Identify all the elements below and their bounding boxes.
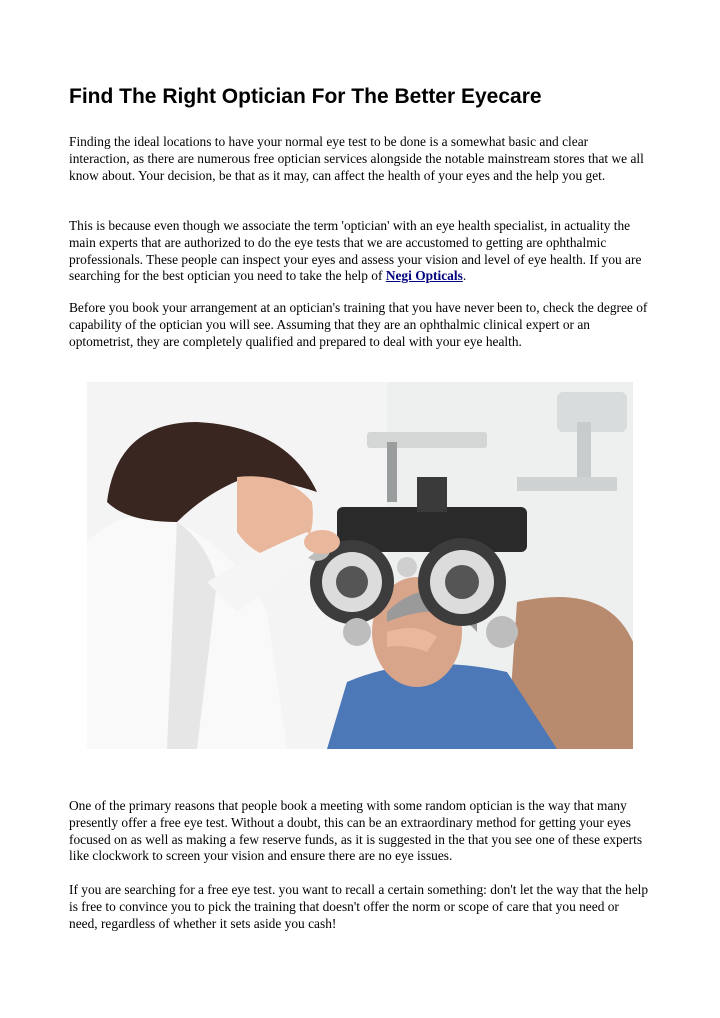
paragraph-optician-term (69, 218, 649, 285)
paragraph-text: This is because even though we associate the term 'optician' with an eye health specialist, in actuality the main experts that are authorized to do the eye tests that we are accustomed to getting are ophthalmic professionals. These people can inspect your eyes and assess your vision and level of eye health. If you are searching for the best optician you need to take the help of (69, 218, 642, 284)
page-title: Find The Right Optician For The Better Eyecare (69, 85, 542, 108)
eye-exam-illustration (87, 382, 633, 749)
paragraph-free-test: One of the primary reasons that people book a meeting with some random optician is the way that many presently offer a free eye test. Without a doubt, this can be an extraordinary method for getting your eyes focused on as well as making a few reserve funds, as it is suggested in the that you see one of these experts like clockwork to screen your vision and ensure there are no eye issues. (69, 798, 643, 864)
paragraph-caution: If you are searching for a free eye test. you want to recall a certain something: don't let the way that the help is free to convince you to pick the training that doesn't offer the norm or scope of care that you need or need, regardless of whether it sets aside you cash! (69, 882, 649, 931)
negi-opticals-link[interactable]: Negi Opticals (385, 268, 463, 284)
eye-exam-photo (87, 382, 633, 749)
paragraph-intro: Finding the ideal locations to have your normal eye test to be done is a somewhat basic and clear interaction, as there are numerous free optician services alongside the notable mainstream stores that we all know about. Your decision, be that as it may, can affect the health of your eyes and the help you get. (69, 134, 644, 183)
paragraph-text-end: . (462, 268, 467, 284)
paragraph-booking: Before you book your arrangement at an optician's training that you have never been to, check the degree of capability of the optician you will see. Assuming that they are an ophthalmic clinical expert or an optometrist, they are completely qualified and prepared to deal with your eye health. (69, 300, 648, 349)
